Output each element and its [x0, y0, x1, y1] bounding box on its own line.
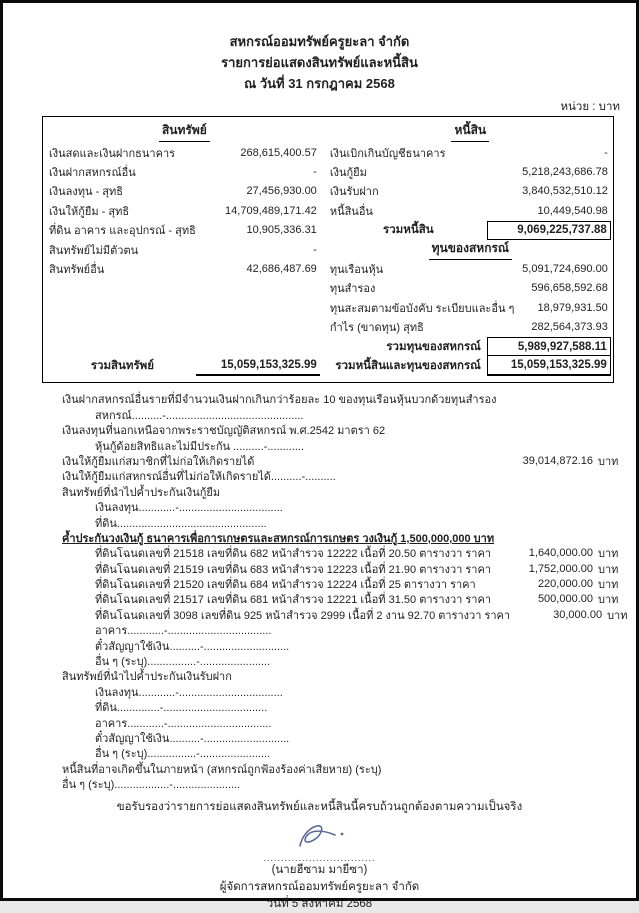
note-line	[62, 407, 624, 422]
note-line	[62, 776, 624, 791]
note-amount: 1,640,000.00	[528, 547, 593, 560]
note-line	[62, 515, 624, 530]
table-row	[49, 240, 320, 259]
table-row	[49, 182, 320, 201]
notes	[62, 392, 628, 792]
note-text: หนี้สินที่อาจเกิดขึ้นในภายหน้า (สหกรณ์ถูกฟ้องร้องค่าเสียหาย) (ระบุ)	[62, 763, 382, 776]
row-label: เงินสดและเงินฝากธนาคาร	[49, 147, 176, 160]
note-line	[62, 453, 624, 468]
table-row	[330, 318, 611, 337]
signature-line: ................................	[263, 852, 376, 863]
row-label: ทุนเรือนหุ้น	[329, 264, 384, 277]
note-text: หุ้นกู้ด้อยสิทธิและไม่มีประกัน ..........-............	[95, 440, 305, 453]
note-text: ตั๋วสัญญาใช้เงิน..........-............................	[95, 732, 290, 745]
row-amount: 18,979,931.50	[537, 301, 608, 314]
note-line	[62, 546, 624, 561]
signer-title: ผู้จัดการสหกรณ์ออมทรัพย์ครูยะลา จำกัด	[219, 880, 420, 893]
assets-header: สินทรัพย์	[159, 121, 210, 142]
note-text: ที่ดินโฉนดเลขที่ 21517 เลขที่ดิน 681 หน้าสำรวจ 12221 เนื้อที่ 31.50 ตารางวา ราคา	[95, 594, 491, 607]
row-label: เงินกู้ยืม	[329, 167, 367, 180]
table-row	[330, 279, 611, 298]
note-line	[62, 669, 624, 684]
table-row	[49, 221, 320, 240]
note-amount: 1,752,000.00	[528, 562, 593, 575]
note-text: สหกรณ์..........-.............................................	[95, 409, 304, 422]
table-row	[330, 298, 611, 317]
table-row	[330, 162, 611, 181]
blank-row	[49, 337, 320, 356]
row-label: เงินรับฝาก	[329, 186, 379, 199]
note-line	[62, 561, 624, 576]
note-text: ที่ดิน..............-..................................	[95, 702, 268, 715]
row-amount: -	[313, 166, 317, 179]
document-header	[3, 3, 636, 94]
note-unit: บาท	[598, 455, 619, 468]
note-line	[62, 684, 624, 699]
note-amount: 500,000.00	[537, 593, 593, 606]
equity-total-row	[330, 337, 611, 356]
row-amount: 5,218,243,686.78	[522, 166, 608, 179]
blank-row	[49, 298, 320, 317]
table-row	[49, 143, 320, 162]
liabilities-header-row	[330, 120, 611, 143]
row-label: ทุนสะสมตามข้อบังคับ ระเบียบและอื่น ๆ	[329, 302, 515, 315]
note-unit: บาท	[598, 548, 619, 561]
grand-total-label: รวมหนี้สินและทุนของสหกรณ์	[335, 359, 481, 372]
org-name: สหกรณ์ออมทรัพย์ครูยะลา จำกัด	[229, 34, 410, 49]
note-unit: บาท	[607, 609, 628, 622]
row-label: สินทรัพย์อื่น	[49, 264, 105, 277]
note-line	[62, 653, 624, 668]
note-text: สินทรัพย์ที่นำไปค้ำประกันเงินกู้ยืม	[62, 486, 221, 499]
row-amount: 27,456,930.00	[246, 185, 317, 198]
assets-total-amount: 15,059,153,325.99	[196, 356, 320, 375]
note-unit: บาท	[598, 579, 619, 592]
row-amount: 282,564,373.93	[531, 321, 608, 334]
equity-header: ทุนของสหกรณ์	[429, 239, 512, 260]
note-line	[62, 700, 624, 715]
note-line	[62, 746, 624, 761]
note-unit: บาท	[598, 563, 619, 576]
row-amount: 10,449,540.98	[537, 204, 608, 217]
note-text: ค้ำประกันวงเงินกู้ ธนาคารเพื่อการเกษตรและสหกรณ์การเกษตร วงเงินกู้ 1,500,000,000 บาท	[62, 532, 495, 545]
note-amount: 30,000.00	[553, 608, 603, 621]
row-amount: 596,658,592.68	[531, 282, 608, 295]
note-text: ที่ดินโฉนดเลขที่ 3098 เลขที่ดิน 925 หน้าสำรวจ 2999 เนื้อที่ 2 งาน 92.70 ตารางวา ราคา	[95, 609, 511, 622]
liabilities-total-row	[330, 221, 611, 240]
equity-total-label: รวมทุนของสหกรณ์	[386, 340, 481, 353]
grand-total-amount: 15,059,153,325.99	[487, 356, 611, 375]
note-text: เงินลงทุน............-..................................	[95, 502, 283, 515]
note-text: เงินลงทุน............-..................................	[95, 686, 283, 699]
note-line	[62, 730, 624, 745]
table-row	[49, 162, 320, 181]
row-label: ที่ดิน อาคาร และอุปกรณ์ - สุทธิ	[49, 225, 196, 238]
grand-total-row	[330, 356, 611, 375]
note-line	[62, 592, 624, 607]
assets-total-label: รวมสินทรัพย์	[90, 359, 154, 372]
note-unit: บาท	[598, 594, 619, 607]
note-line	[62, 638, 624, 653]
row-label: เงินลงทุน - สุทธิ	[49, 186, 123, 199]
note-text: สินทรัพย์ที่นำไปค้ำประกันเงินรับฝาก	[62, 671, 232, 684]
note-text: อื่น ๆ (ระบุ)................-.......................	[95, 656, 271, 669]
note-text: ที่ดินโฉนดเลขที่ 21520 เลขที่ดิน 684 หน้าสำรวจ 12224 เนื้อที่ 25 ตารางวา ราคา	[95, 579, 476, 592]
assets-header-row	[49, 120, 320, 143]
liabilities-header: หนี้สิน	[451, 121, 489, 142]
table-row	[49, 259, 320, 278]
note-text: อาคาร............-..................................	[95, 625, 272, 638]
liabilities-total-amount: 9,069,225,737.88	[487, 221, 611, 240]
note-text: ที่ดิน.................................................	[95, 517, 267, 530]
note-text: ที่ดินโฉนดเลขที่ 21519 เลขที่ดิน 683 หน้าสำรวจ 12223 เนื้อที่ 21.90 ตารางวา ราคา	[95, 563, 491, 576]
note-text: เงินให้กู้ยืมแก่สหกรณ์อื่นที่ไม่ก่อให้เกิดรายได้..........-..........	[62, 471, 336, 484]
equity-header-row	[330, 240, 611, 259]
note-line	[62, 422, 624, 437]
note-text: อื่น ๆ (ระบุ)................-.......................	[95, 748, 271, 761]
row-label: หนี้สินอื่น	[329, 205, 373, 218]
row-amount: -	[313, 243, 317, 256]
note-line	[62, 392, 624, 407]
note-amount: 220,000.00	[537, 578, 593, 591]
blank-row	[49, 318, 320, 337]
row-label: เงินเบิกเกินบัญชีธนาคาร	[329, 147, 446, 160]
row-label: กำไร (ขาดทุน) สุทธิ	[329, 322, 424, 335]
as-of-date: ณ วันที่ 31 กรกฎาคม 2568	[244, 76, 395, 91]
assets-total-row	[49, 356, 320, 375]
assets-column	[43, 120, 322, 376]
row-label: ทุนสำรอง	[329, 283, 376, 296]
note-line	[62, 469, 624, 484]
signature-scribble	[288, 818, 352, 854]
note-text: อื่น ๆ (ระบุ)..................-......................	[62, 779, 241, 792]
note-line	[62, 484, 624, 499]
unit-label: หน่วย : บาท	[560, 101, 620, 113]
note-text: ที่ดินโฉนดเลขที่ 21518 เลขที่ดิน 682 หน้าสำรวจ 12222 เนื้อที่ 20.50 ตารางวา ราคา	[95, 548, 491, 561]
table-row	[49, 201, 320, 220]
note-line	[62, 623, 624, 638]
table-row	[330, 259, 611, 278]
note-text: เงินฝากสหกรณ์อื่นรายที่มีจำนวนเงินฝากเกินกว่าร้อยละ 10 ของทุนเรือนหุ้นบวกด้วยทุนสำรอง	[62, 394, 497, 407]
signer-name: (นายฮีซาม มายีซา)	[271, 863, 368, 876]
row-label: สินทรัพย์ไม่มีตัวตน	[49, 244, 139, 257]
row-amount: 42,686,487.69	[246, 263, 317, 276]
note-line	[62, 607, 628, 622]
row-amount: 3,840,532,510.12	[522, 185, 608, 198]
row-amount: 10,905,336.31	[246, 224, 317, 237]
equity-total-amount: 5,989,927,588.11	[487, 337, 611, 356]
row-amount: 14,709,489,171.42	[225, 204, 317, 217]
signature	[3, 818, 636, 854]
table-row	[330, 182, 611, 201]
row-amount: -	[604, 146, 608, 159]
note-text: เงินให้กู้ยืมแก่สมาชิกที่ไม่ก่อให้เกิดรายได้	[62, 455, 255, 468]
note-text: ตั๋วสัญญาใช้เงิน..........-............................	[95, 640, 290, 653]
balance-sheet-table	[42, 116, 614, 383]
note-line	[62, 438, 624, 453]
note-amount: 39,014,872.16	[522, 454, 593, 467]
row-label: เงินฝากสหกรณ์อื่น	[49, 167, 136, 180]
note-text: เงินลงทุนที่นอกเหนือจากพระราชบัญญัติสหกรณ์ พ.ศ.2542 มาตรา 62	[62, 425, 386, 438]
row-label: เงินให้กู้ยืม - สุทธิ	[49, 205, 130, 218]
note-line	[62, 715, 624, 730]
table-row	[330, 143, 611, 162]
liabilities-total-label: รวมหนี้สิน	[383, 224, 434, 237]
note-line	[62, 576, 624, 591]
liabilities-column	[322, 120, 615, 376]
signature-date: วันที่ 5 สิงหาคม 2568	[266, 897, 373, 910]
row-amount: 5,091,724,690.00	[522, 263, 608, 276]
note-line	[62, 530, 624, 545]
certification-block	[3, 799, 636, 913]
table-row	[330, 201, 611, 220]
blank-row	[49, 279, 320, 298]
certification-statement: ขอรับรองว่ารายการย่อแสดงสินทรัพย์และหนี้สินนี้ครบถ้วนถูกต้องตามความเป็นจริง	[116, 800, 523, 813]
note-text: อาคาร............-..................................	[95, 717, 272, 730]
note-line	[62, 761, 624, 776]
note-line	[62, 499, 624, 514]
row-amount: 268,615,400.57	[240, 146, 317, 159]
report-title: รายการย่อแสดงสินทรัพย์และหนี้สิน	[221, 55, 418, 70]
